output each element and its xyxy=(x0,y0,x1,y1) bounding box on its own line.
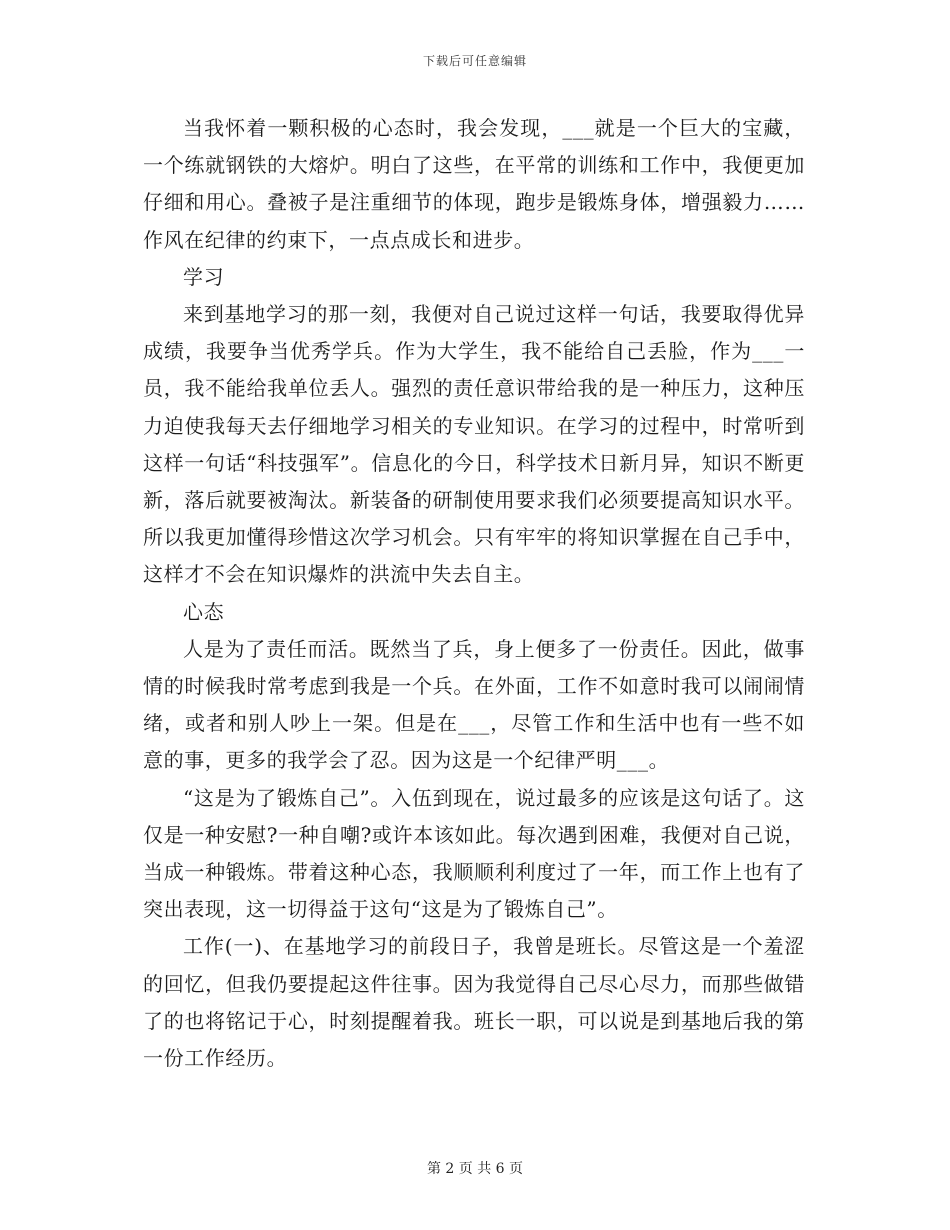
paragraph-study: 来到基地学习的那一刻，我便对自己说过这样一句话，我要取得优异成绩，我要争当优秀学兵。作为大学生，我不能给自己丢脸，作为___一员，我不能给我单位丢人。强烈的责任意识带给我的是一种压力，这种压力迫使我每天去仔细地学习相关的专业知识。在学习的过程中，时常听到这样一句话“科技强军”。信息化的今日，科学技术日新月异，知识不断更新，落后就要被淘汰。新装备的研制使用要求我们必须要提高知识水平。所以我更加懂得珍惜这次学习机会。只有牢牢的将知识掌握在自己手中，这样才不会在知识爆炸的洪流中失去自主。 xyxy=(143,302,805,587)
page-footer-number: 第 2 页 共 6 页 xyxy=(426,1161,524,1177)
paragraph-work: 工作(一)、在基地学习的前段日子，我曾是班长。尽管这是一个羞涩的回忆，但我仍要提起这件往事。因为我觉得自己尽心尽力，而那些做错了的也将铭记于心，时刻提醒着我。班长一职，可以说是到基地后我的第一份工作经历。 xyxy=(143,934,805,1071)
page-header-note: 下载后可任意编辑 xyxy=(422,54,527,68)
section-heading-mindset: 心态 xyxy=(183,599,225,624)
document-body xyxy=(143,110,805,1077)
section-heading-study: 学习 xyxy=(183,264,225,289)
paragraph-mindset-intro: 当我怀着一颗积极的心态时，我会发现，___就是一个巨大的宝藏，一个练就钢铁的大熔炉。明白了这些，在平常的训练和工作中，我便更加仔细和用心。叠被子是注重细节的体现，跑步是锻炼身体，增强毅力……作风在纪律的约束下，一点点成长和进步。 xyxy=(143,116,805,252)
paragraph-self-training: “这是为了锻炼自己”。入伍到现在，说过最多的应该是这句话了。这仅是一种安慰?一种自嘲?或许本该如此。每次遇到困难，我便对自己说，当成一种锻炼。带着这种心态，我顺顺利利度过了一年，而工作上也有了突出表现，这一切得益于这句“这是为了锻炼自己”。 xyxy=(143,785,805,922)
paragraph-responsibility: 人是为了责任而活。既然当了兵，身上便多了一份责任。因此，做事情的时候我时常考虑到我是一个兵。在外面，工作不如意时我可以闹闹情绪，或者和别人吵上一架。但是在___，尽管工作和生活中也有一些不如意的事，更多的我学会了忍。因为这是一个纪律严明___。 xyxy=(143,636,805,773)
